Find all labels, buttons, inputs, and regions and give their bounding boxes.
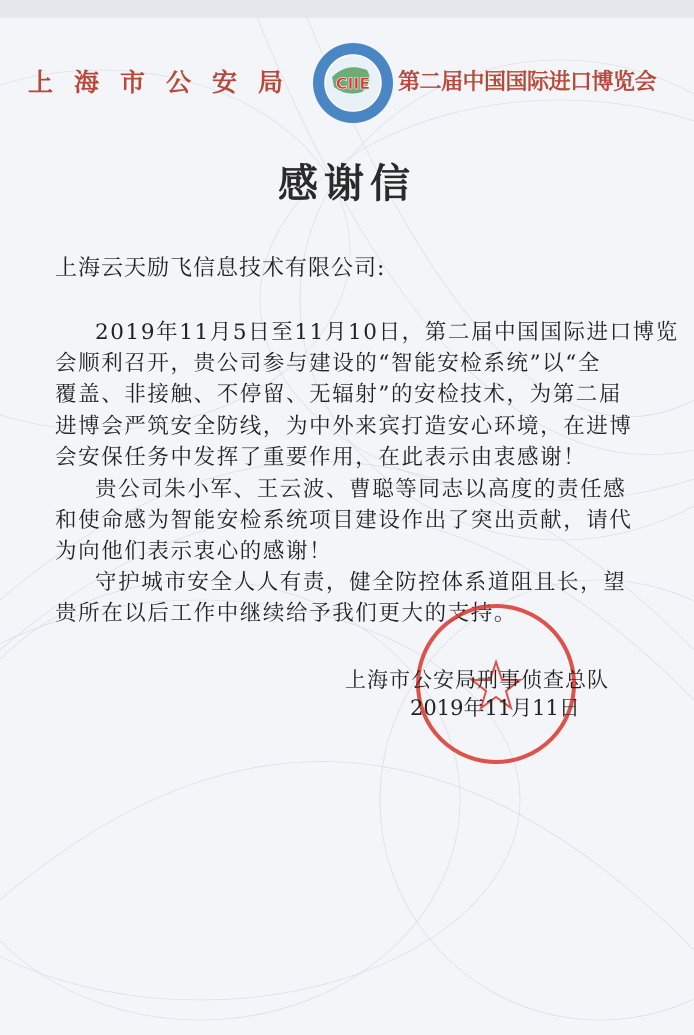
logo-ciie-text: CIIE — [335, 74, 371, 93]
letterhead-left-title: 上海市公安局 — [28, 68, 305, 97]
body-line: 贵所在以后工作中继续给予我们更大的支持。 — [55, 601, 518, 626]
body-line: 2019年11月5日至11月10日，第二届中国国际进口博览 — [95, 320, 679, 345]
letterhead — [0, 58, 694, 108]
letterhead-right-title: 第二届中国国际进口博览会 — [398, 70, 657, 95]
body-line: 会顺利召开，贵公司参与建设的“智能安检系统”以“全 — [55, 351, 601, 376]
body-line: 会安保任务中发挥了重要作用，在此表示由衷感谢！ — [55, 445, 587, 470]
body-line: 覆盖、非接触、不停留、无辐射”的安检技术，为第二届 — [55, 382, 622, 407]
letter-title: 感谢信 — [278, 161, 416, 207]
body-line: 贵公司朱小军、王云波、曹聪等同志以高度的责任感 — [95, 477, 627, 502]
salutation: 上海云天励飞信息技术有限公司: — [55, 256, 386, 281]
body-line: 为向他们表示衷心的感谢！ — [55, 539, 333, 564]
body-line: 和使命感为智能安检系统项目建设作出了突出贡献，请代 — [55, 508, 633, 533]
signature-date: 2019年11月11日 — [410, 696, 580, 720]
body-line: 守护城市安全人人有责，健全防控体系道阻且长，望 — [95, 570, 627, 595]
ciie-logo — [312, 42, 394, 124]
body-line: 进博会严筑安全防线，为中外来宾打造安心环境，在进博 — [55, 414, 633, 439]
signature-organization: 上海市公安局刑事侦查总队 — [345, 668, 609, 692]
